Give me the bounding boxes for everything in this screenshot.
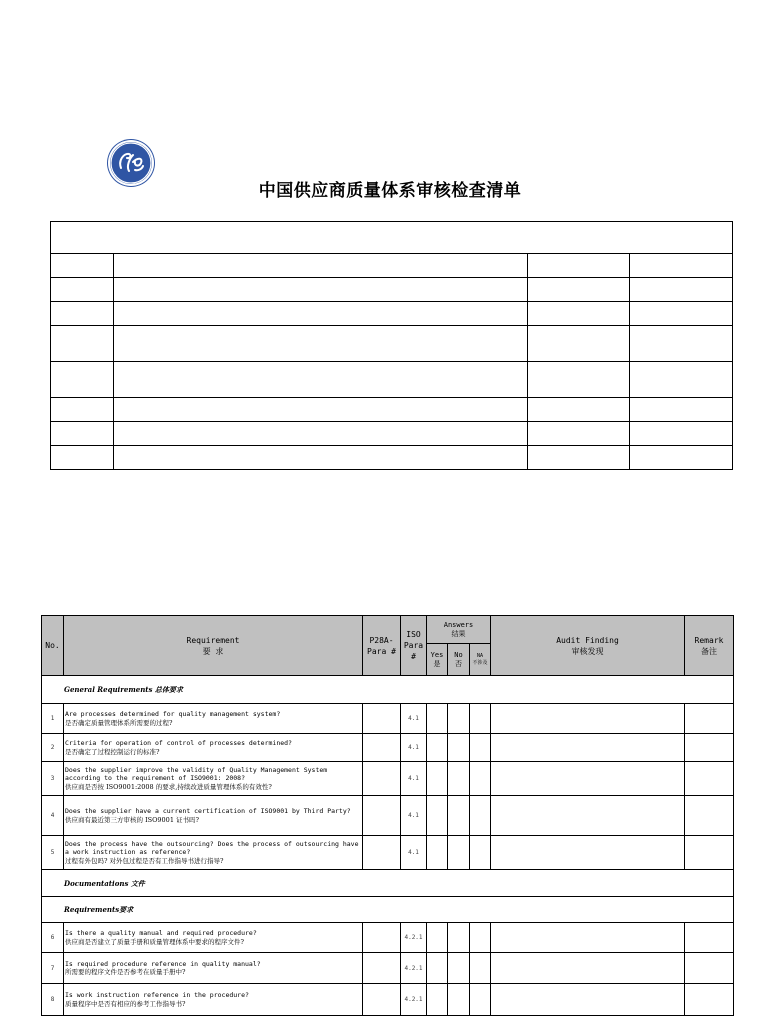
- answer-no-cell[interactable]: [448, 796, 470, 836]
- info-cell[interactable]: [114, 398, 528, 422]
- p28a-cell[interactable]: [363, 796, 401, 836]
- requirement-text: Does the supplier have a current certification of ISO9001 by Third Party? 供应商有最近第三方审核的 ISO9001 证书吗?: [64, 796, 363, 836]
- section-requirements: Requirements要求: [42, 897, 734, 923]
- row-number: 3: [42, 762, 64, 796]
- answer-yes-cell[interactable]: [427, 953, 448, 984]
- row-number: 6: [42, 923, 64, 953]
- remark-cell[interactable]: [685, 762, 734, 796]
- requirement-text: Is work instruction reference in the procedure? 质量程序中是否有相应的参考工作指导书?: [64, 984, 363, 1016]
- info-cell[interactable]: [630, 326, 733, 362]
- remark-cell[interactable]: [685, 734, 734, 762]
- row-number: 4: [42, 796, 64, 836]
- answer-yes-cell[interactable]: [427, 984, 448, 1016]
- info-cell[interactable]: [630, 278, 733, 302]
- remark-cell[interactable]: [685, 984, 734, 1016]
- info-cell[interactable]: [630, 398, 733, 422]
- answer-yes-cell[interactable]: [427, 762, 448, 796]
- info-cell[interactable]: [114, 326, 528, 362]
- info-cell[interactable]: [630, 254, 733, 278]
- section-general: General Requirements 总体要求: [42, 676, 734, 704]
- info-cell[interactable]: [51, 446, 114, 470]
- info-cell[interactable]: [528, 422, 630, 446]
- col-p28a: P28A- Para #: [363, 616, 401, 676]
- info-cell[interactable]: [630, 302, 733, 326]
- info-cell[interactable]: [630, 422, 733, 446]
- iso-para: 4.1: [401, 836, 427, 870]
- col-requirement: Requirement 要 求: [64, 616, 363, 676]
- col-answers: Answers 结果: [427, 616, 491, 644]
- table-row: [42, 762, 734, 796]
- audit-finding-cell[interactable]: [491, 984, 685, 1016]
- row-number: 1: [42, 704, 64, 734]
- iso-para: 4.2.1: [401, 984, 427, 1016]
- answer-no-cell[interactable]: [448, 984, 470, 1016]
- info-cell[interactable]: [528, 302, 630, 326]
- audit-finding-cell[interactable]: [491, 923, 685, 953]
- iso-para: 4.2.1: [401, 923, 427, 953]
- remark-cell[interactable]: [685, 796, 734, 836]
- answer-na-cell[interactable]: [470, 984, 491, 1016]
- iso-para: 4.1: [401, 734, 427, 762]
- table-row: [42, 734, 734, 762]
- requirement-text: Is required procedure reference in quality manual? 所需要的程序文件是否参考在质量手册中?: [64, 953, 363, 984]
- requirement-text: Is there a quality manual and required procedure? 供应商是否建立了质量手册和质量管理体系中要求的程序文件?: [64, 923, 363, 953]
- iso-para: 4.1: [401, 796, 427, 836]
- answer-no-cell[interactable]: [448, 734, 470, 762]
- answer-na-cell[interactable]: [470, 923, 491, 953]
- info-cell[interactable]: [114, 302, 528, 326]
- info-cell[interactable]: [630, 446, 733, 470]
- answer-yes-cell[interactable]: [427, 796, 448, 836]
- info-cell[interactable]: [630, 362, 733, 398]
- info-cell[interactable]: [51, 422, 114, 446]
- col-iso: ISO Para #: [401, 616, 427, 676]
- col-no-answer: No 否: [448, 644, 470, 676]
- supplier-info-table: [50, 221, 733, 470]
- p28a-cell[interactable]: [363, 734, 401, 762]
- info-cell[interactable]: [114, 422, 528, 446]
- col-remark: Remark 备注: [685, 616, 734, 676]
- answer-na-cell[interactable]: [470, 734, 491, 762]
- iso-para: 4.2.1: [401, 953, 427, 984]
- answer-yes-cell[interactable]: [427, 836, 448, 870]
- remark-cell[interactable]: [685, 953, 734, 984]
- audit-finding-cell[interactable]: [491, 836, 685, 870]
- page-title: 中国供应商质量体系审核检查清单: [258, 181, 522, 201]
- p28a-cell[interactable]: [363, 923, 401, 953]
- row-number: 2: [42, 734, 64, 762]
- info-cell[interactable]: [114, 362, 528, 398]
- iso-para: 4.1: [401, 762, 427, 796]
- info-cell[interactable]: [51, 254, 114, 278]
- answer-na-cell[interactable]: [470, 836, 491, 870]
- col-yes: Yes 是: [427, 644, 448, 676]
- answer-yes-cell[interactable]: [427, 704, 448, 734]
- answer-no-cell[interactable]: [448, 923, 470, 953]
- info-cell[interactable]: [114, 446, 528, 470]
- info-cell[interactable]: [51, 278, 114, 302]
- info-cell[interactable]: [51, 326, 114, 362]
- answer-na-cell[interactable]: [470, 704, 491, 734]
- info-title-cell[interactable]: [51, 222, 733, 254]
- audit-finding-cell[interactable]: [491, 704, 685, 734]
- info-cell[interactable]: [528, 326, 630, 362]
- table-row: [42, 836, 734, 870]
- answer-no-cell[interactable]: [448, 953, 470, 984]
- info-cell[interactable]: [528, 254, 630, 278]
- answer-no-cell[interactable]: [448, 704, 470, 734]
- requirement-text: Are processes determined for quality management system? 是否确定质量管理体系所需要的过程?: [64, 704, 363, 734]
- answer-na-cell[interactable]: [470, 953, 491, 984]
- p28a-cell[interactable]: [363, 836, 401, 870]
- remark-cell[interactable]: [685, 704, 734, 734]
- audit-finding-cell[interactable]: [491, 953, 685, 984]
- info-cell[interactable]: [528, 398, 630, 422]
- answer-no-cell[interactable]: [448, 762, 470, 796]
- info-cell[interactable]: [51, 362, 114, 398]
- row-number: 8: [42, 984, 64, 1016]
- answer-na-cell[interactable]: [470, 762, 491, 796]
- iso-para: 4.1: [401, 704, 427, 734]
- remark-cell[interactable]: [685, 836, 734, 870]
- info-cell[interactable]: [528, 446, 630, 470]
- info-cell[interactable]: [528, 362, 630, 398]
- table-row: [42, 704, 734, 734]
- row-number: 5: [42, 836, 64, 870]
- info-cell[interactable]: [51, 398, 114, 422]
- row-number: 7: [42, 953, 64, 984]
- ge-logo-icon: [108, 140, 154, 186]
- answer-na-cell[interactable]: [470, 796, 491, 836]
- answer-yes-cell[interactable]: [427, 923, 448, 953]
- p28a-cell[interactable]: [363, 984, 401, 1016]
- table-row: [42, 796, 734, 836]
- requirement-text: Does the process have the outsourcing? Does the process of outsourcing have a work instruction as reference? 过程有外包吗? 对外包过程是否有工作指导书进行指导?: [64, 836, 363, 870]
- audit-finding-cell[interactable]: [491, 796, 685, 836]
- requirement-text: Does the supplier improve the validity of Quality Management System according to the requirement of ISO9001: 2008? 供应商是否按 ISO9001:2008 的要求,持续改进质量管理体系的有效性?: [64, 762, 363, 796]
- remark-cell[interactable]: [685, 923, 734, 953]
- table-row: [42, 953, 734, 984]
- p28a-cell[interactable]: [363, 704, 401, 734]
- info-cell[interactable]: [114, 278, 528, 302]
- info-cell[interactable]: [528, 278, 630, 302]
- section-documentations: Documentations 文件: [42, 870, 734, 897]
- p28a-cell[interactable]: [363, 762, 401, 796]
- info-cell[interactable]: [114, 254, 528, 278]
- table-row: [42, 984, 734, 1016]
- info-cell[interactable]: [51, 302, 114, 326]
- col-na: NA 不涉及: [470, 644, 491, 676]
- col-audit-finding: Audit Finding 审核发现: [491, 616, 685, 676]
- col-no: No.: [42, 616, 64, 676]
- p28a-cell[interactable]: [363, 953, 401, 984]
- answer-no-cell[interactable]: [448, 836, 470, 870]
- audit-checklist-table: [41, 615, 734, 1016]
- table-row: [42, 923, 734, 953]
- audit-finding-cell[interactable]: [491, 734, 685, 762]
- requirement-text: Criteria for operation of control of processes determined? 是否确定了过程控制运行的标准?: [64, 734, 363, 762]
- audit-finding-cell[interactable]: [491, 762, 685, 796]
- answer-yes-cell[interactable]: [427, 734, 448, 762]
